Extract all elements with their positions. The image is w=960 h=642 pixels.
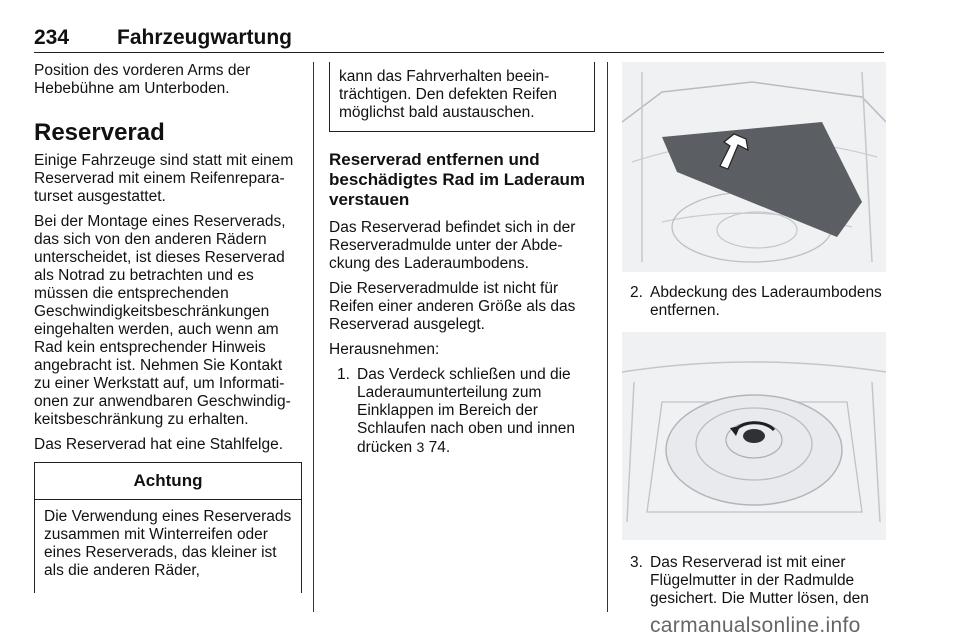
step-number: 1. [337,366,350,383]
paragraph: Die Reserveradmulde ist nicht für Reifen einer anderen Größe als das Reserverad ausgelegt. [329,280,576,333]
column-3 [622,62,886,608]
column-divider [313,62,314,612]
paragraph: Position des vorderen Arms der Hebebühne am Unterboden. [34,62,251,97]
paragraph: Einige Fahrzeuge sind statt mit einem Reserverad mit einem Reifenreparaturset ausgestattet. [34,152,294,205]
step-number: 3. [630,554,643,571]
step-number: 2. [630,284,643,301]
step-text [357,366,595,457]
column-divider [607,62,608,612]
list-item [329,366,595,457]
step-text-body: Das Verdeck schließen und die Laderaumunterteilung zum Einklappen im Bereich der Schlaufen nach oben und innen drücken [357,366,576,456]
list-item [622,284,886,320]
step-text: Abdeckung des Laderaumbodens entfernen. [650,284,882,319]
column-1 [34,62,302,593]
chapter-title: Fahrzeugwartung [117,26,293,49]
page-header [34,26,884,53]
paragraph: Das Reserverad hat eine Stahlfelge. [34,436,284,453]
step-text: Das Reserverad ist mit einer Flügelmutter in der Radmulde gesichert. Die Mutter lösen, den [650,554,869,607]
subsection-heading: Reserverad entfernen und beschädigtes Rad im Laderaum verstauen [329,150,586,209]
caution-title: Achtung [35,463,301,500]
section-heading: Reserverad [34,119,165,146]
page-number: 234 [34,26,70,49]
paragraph: Bei der Montage eines Reserverads, das sich von den anderen Rädern unterscheidet, ist dieses Reserverad als Notrad zu betrachten und es müssen die entsprechenden Geschwindigkeitsbeschränkungen eingehalten werden, auch wenn am Rad kein entsprechender Hinweis angebracht ist. Nehmen Sie Kontakt zu einer Werkstatt auf, um Informationen zur anwendbaren Geschwindigkeitsbeschränkung zu erhalten. [34,213,291,428]
spare-wheel-illustration [622,332,886,540]
caution-box-continued: kann das Fahrverhalten beeinträchtigen. Den defekten Reifen möglichst bald austauschen. [329,62,595,132]
watermark: carmanualsonline.info [650,614,861,637]
paragraph: Herausnehmen: [329,341,440,358]
column-2 [329,62,595,457]
page-reference: 74. [428,439,451,456]
caution-box [34,462,302,593]
caution-text: Die Verwendung eines Reserverads zusammen mit Winterreifen oder eines Reserverads, das kleiner ist als die anderen Räder, [44,508,292,579]
list-item [622,554,886,608]
trunk-cover-illustration [622,62,886,272]
arrow-reference-icon: 3 [416,439,425,455]
paragraph: Das Reserverad befindet sich in der Reserveradmulde unter der Abdeckung des Laderaumbodens. [329,219,576,272]
